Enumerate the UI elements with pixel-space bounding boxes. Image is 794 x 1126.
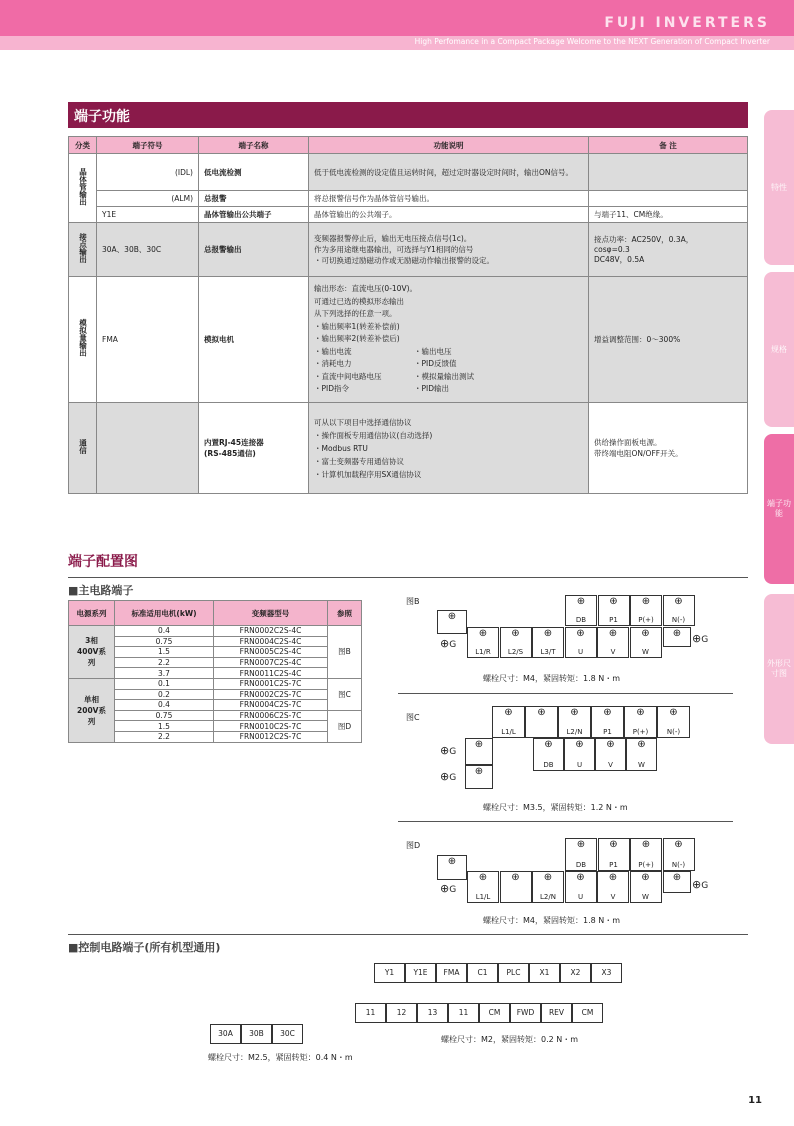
- fig-c-title: 图C: [406, 713, 420, 722]
- desc-item: ・PID输出: [414, 384, 450, 394]
- divider: [398, 693, 733, 694]
- terminal-ground-screw: [465, 765, 493, 789]
- cell-desc: [309, 223, 589, 277]
- terminal: [624, 706, 657, 738]
- control-terminal: X3: [591, 963, 622, 983]
- terminal-label: P(+): [638, 861, 654, 869]
- ground-label: G: [449, 773, 457, 783]
- control-terminal: CM: [572, 1003, 603, 1023]
- terminal-label: L2/N: [540, 893, 556, 901]
- model-cell: FRN0001C2S-7C: [214, 678, 328, 689]
- terminal: [595, 738, 626, 771]
- ground-terminal: [440, 744, 456, 757]
- terminal-label: N(-): [671, 861, 686, 869]
- desc-line: 输出形态：直流电压(0-10V)。: [314, 284, 418, 294]
- desc-line: ・操作面板专用通信协议(自动选择): [314, 430, 433, 440]
- cell-note: 与端子11、CM绝缘。: [589, 207, 748, 223]
- screw-icon: ⊕: [543, 628, 553, 639]
- screw-icon: ⊕: [576, 872, 585, 883]
- desc-line: 从下列选择的任意一项。: [314, 309, 397, 319]
- cell-sym: Y1E: [97, 207, 199, 223]
- terminal: [533, 738, 564, 771]
- model-cell: FRN0012C2S-7C: [214, 731, 328, 742]
- model-cell: FRN0004C2S-7C: [214, 700, 328, 711]
- desc-line: ・计算机加载程序用SX通信协议: [314, 469, 422, 479]
- screw-icon: ⊕: [478, 628, 488, 639]
- desc-line: [314, 346, 583, 359]
- th-model: 变频器型号: [214, 601, 328, 626]
- cell-name: [199, 403, 309, 494]
- fig-b-title: 图B: [406, 597, 420, 606]
- motor-kw-cell: 0.2: [115, 689, 214, 700]
- terminal: [663, 838, 695, 871]
- fig-d-title: 图D: [406, 841, 421, 850]
- screw-icon: ⊕: [543, 872, 553, 883]
- ctrl-spec-1: 螺栓尺寸：M2，紧固转矩：0.2 N・m: [441, 1035, 579, 1044]
- control-terminal: C1: [467, 963, 498, 983]
- terminal-label: U: [577, 648, 584, 656]
- screw-icon: ⊕: [447, 856, 457, 867]
- cell-name: 模拟电机: [199, 277, 309, 403]
- screw-icon: ⊕: [537, 707, 546, 718]
- desc-line: 可通过已选的模拟形态输出: [314, 296, 404, 306]
- header-bar: [0, 0, 794, 36]
- desc-line: [314, 371, 583, 384]
- screw-icon: ⊕: [478, 872, 488, 883]
- series-cell: 单相 200V系列: [69, 678, 115, 742]
- th-name: 端子名称: [199, 137, 309, 154]
- side-tab-terminals[interactable]: [764, 434, 794, 584]
- control-terminal: FMA: [436, 963, 467, 983]
- terminal-label: P1: [603, 728, 612, 736]
- terminal-ground-screw: [663, 871, 691, 893]
- terminal: [630, 871, 662, 903]
- ground-label: G: [449, 885, 457, 895]
- terminal-label: L1/R: [475, 648, 491, 656]
- terminal: [467, 627, 499, 658]
- terminal: [657, 706, 690, 738]
- desc-line: 可从以下项目中选择通信协议: [314, 417, 412, 427]
- cell-sym: (ALM): [97, 191, 199, 207]
- terminal: [532, 871, 564, 903]
- model-cell: FRN0002C2S-7C: [214, 689, 328, 700]
- note-line: 接点功率：AC250V，0.3A，: [594, 235, 694, 244]
- control-terminal: 30A: [210, 1024, 241, 1044]
- terminal-label: N(-): [666, 728, 681, 736]
- desc-line: ・输出频率1(转差补偿前): [314, 321, 400, 331]
- cell-note: [589, 191, 748, 207]
- ground-label: G: [701, 881, 709, 891]
- desc-line: ・富士变频器专用通信协议: [314, 456, 404, 466]
- screw-icon: ⊕: [440, 770, 450, 783]
- fig-b-spec: 螺栓尺寸：M4，紧固转矩：1.8 N・m: [483, 674, 621, 683]
- screw-icon: ⊕: [608, 628, 618, 639]
- th-category: 分类: [69, 137, 97, 154]
- motor-kw-cell: 0.75: [115, 636, 214, 647]
- screw-icon: ⊕: [672, 872, 682, 883]
- screw-icon: ⊕: [692, 878, 702, 891]
- tagline: High Perfomance in a Compact Package Welcome to the NEXT Generation of Compact Inverter: [414, 37, 770, 46]
- config-title: 端子配置图: [68, 554, 138, 570]
- cell-name: 总报警输出: [199, 223, 309, 277]
- divider: [398, 821, 733, 822]
- note-line: 供给操作面板电源。: [594, 438, 662, 447]
- desc-item: ・PID指令: [314, 384, 350, 394]
- terminal-label: N(-): [671, 616, 686, 624]
- control-terminal: CM: [479, 1003, 510, 1023]
- terminal: [630, 627, 662, 658]
- screw-icon: ⊕: [637, 739, 646, 750]
- screw-icon: ⊕: [474, 739, 484, 750]
- control-terminal: PLC: [498, 963, 529, 983]
- control-terminal: FWD: [510, 1003, 541, 1023]
- function-table: [68, 136, 748, 494]
- cell-desc: [309, 403, 589, 494]
- terminal: [500, 627, 532, 658]
- motor-kw-cell: 2.2: [115, 657, 214, 668]
- divider: [68, 934, 748, 935]
- terminal-label: W: [638, 761, 645, 769]
- motor-kw-cell: 2.2: [115, 731, 214, 742]
- screw-icon: ⊕: [672, 628, 682, 639]
- screw-icon: ⊕: [440, 882, 450, 895]
- note-line: 带终端电阻ON/OFF开关。: [594, 449, 683, 458]
- header-sub-bar: [0, 36, 794, 50]
- ctrl-spec-2: 螺栓尺寸：M2.5，紧固转矩：0.4 N・m: [208, 1053, 353, 1062]
- control-terminal: 30B: [241, 1024, 272, 1044]
- terminal-label: U: [576, 761, 583, 769]
- name-line: 内置RJ-45连接器: [204, 438, 264, 447]
- model-table-body: [69, 626, 362, 743]
- terminal-label: W: [642, 893, 649, 901]
- terminal: [492, 706, 525, 738]
- cat-contact: [69, 223, 97, 277]
- control-terminal: 30C: [272, 1024, 303, 1044]
- desc-line: [314, 383, 583, 396]
- control-terminal: Y1E: [405, 963, 436, 983]
- motor-kw-cell: 0.4: [115, 626, 214, 637]
- terminal-label: P(+): [632, 728, 649, 736]
- cell-desc: 晶体管输出的公共端子。: [309, 207, 589, 223]
- desc-item: ・模拟量输出测试: [414, 371, 474, 381]
- main-circuit-title: ■主电路端子: [68, 584, 134, 597]
- cell-desc: [309, 277, 589, 403]
- terminal: [565, 871, 597, 903]
- screw-icon: ⊕: [440, 637, 450, 650]
- ground-label: G: [449, 640, 457, 650]
- terminal-ground-screw: [465, 738, 493, 765]
- screw-icon: ⊕: [641, 596, 651, 607]
- terminal-label: V: [610, 893, 616, 901]
- terminal-label: U: [577, 893, 584, 901]
- terminal: [630, 595, 662, 626]
- terminal-label: DB: [575, 861, 587, 869]
- cell-note: [589, 223, 748, 277]
- cat-analog: [69, 277, 97, 403]
- table-row: [69, 626, 362, 637]
- terminal-label: L1/L: [475, 893, 491, 901]
- control-terminal: 11: [448, 1003, 479, 1023]
- brand-title: FUJI INVERTERS: [604, 15, 770, 31]
- terminal: [525, 706, 558, 738]
- model-cell: FRN0002C2S-4C: [214, 626, 328, 637]
- cell-name: 低电流检测: [199, 154, 309, 191]
- th-note: 备 注: [589, 137, 748, 154]
- terminal-label: P(+): [638, 616, 654, 624]
- series-cell: 3相 400V系列: [69, 626, 115, 679]
- fig-d-spec: 螺栓尺寸：M4，紧固转矩：1.8 N・m: [483, 916, 621, 925]
- model-table: [68, 600, 362, 743]
- screw-icon: ⊕: [570, 707, 579, 718]
- side-tab-specs[interactable]: [764, 272, 794, 427]
- cat-transistor: [69, 154, 97, 223]
- side-tab-label: 外形尺寸图: [767, 659, 791, 678]
- screw-icon: ⊕: [641, 872, 650, 883]
- control-circuit-title: ■控制电路端子(所有机型通用): [68, 941, 221, 954]
- screw-icon: ⊕: [609, 596, 618, 607]
- side-tab-features[interactable]: [764, 110, 794, 265]
- desc-item: ・输出电流: [314, 346, 352, 356]
- terminal: [630, 838, 662, 871]
- motor-kw-cell: 3.7: [115, 668, 214, 679]
- cell-name: 晶体管输出公共端子: [199, 207, 309, 223]
- terminal-label: L1/L: [501, 728, 516, 736]
- motor-kw-cell: 1.5: [115, 647, 214, 658]
- terminal-label: L3/T: [540, 648, 556, 656]
- terminal: [597, 871, 629, 903]
- screw-icon: ⊕: [608, 872, 618, 883]
- terminal: [598, 595, 630, 626]
- fig-c-spec: 螺栓尺寸：M3.5，紧固转矩：1.2 N・m: [483, 803, 628, 812]
- cat-analog-label: 模拟量输出: [78, 319, 88, 357]
- th-motor: 标准适用电机(kW): [115, 601, 214, 626]
- ground-terminal: [692, 878, 708, 891]
- model-cell: FRN0006C2S-7C: [214, 710, 328, 721]
- screw-icon: ⊕: [474, 766, 484, 777]
- side-tab-label: 规格: [771, 344, 787, 354]
- screw-icon: ⊕: [636, 707, 645, 718]
- motor-kw-cell: 0.1: [115, 678, 214, 689]
- screw-icon: ⊕: [575, 739, 584, 750]
- cell-desc: 低于低电流检测的设定值且运转时间，超过定时器设定时间时，输出ON信号。: [309, 154, 589, 191]
- ref-cell: 图B: [328, 626, 362, 679]
- cell-desc: 将总报警信号作为晶体管信号输出。: [309, 191, 589, 207]
- model-cell: FRN0004C2S-4C: [214, 636, 328, 647]
- cell-sym: (IDL): [97, 154, 199, 191]
- model-cell: FRN0010C2S-7C: [214, 721, 328, 732]
- section-title: 端子功能: [68, 102, 748, 128]
- name-line: (RS-485通信): [204, 449, 256, 458]
- ground-label: G: [449, 747, 457, 757]
- screw-icon: ⊕: [511, 872, 520, 883]
- terminal-label: DB: [575, 616, 587, 624]
- cat-transistor-label: 晶体管输出: [78, 167, 88, 206]
- screw-icon: ⊕: [692, 632, 702, 645]
- screw-icon: ⊕: [669, 707, 678, 718]
- model-cell: FRN0011C2S-4C: [214, 668, 328, 679]
- desc-line: 作为多用途继电器输出，可选择与Y1相同的信号: [314, 245, 474, 254]
- screw-icon: ⊕: [641, 839, 651, 850]
- control-terminal: X2: [560, 963, 591, 983]
- screw-icon: ⊕: [674, 596, 683, 607]
- control-terminal: REV: [541, 1003, 572, 1023]
- cat-comm: [69, 403, 97, 494]
- th-series: 电源系列: [69, 601, 115, 626]
- terminal: [558, 706, 591, 738]
- desc-line: ・可切换通过励磁动作或无励磁动作输出报警的设定。: [314, 256, 494, 265]
- terminal: [532, 627, 564, 658]
- terminal: [564, 738, 595, 771]
- motor-kw-cell: 0.75: [115, 710, 214, 721]
- terminal-label: V: [610, 648, 616, 656]
- ref-cell: 图C: [328, 678, 362, 710]
- note-line: DC48V，0.5A: [594, 255, 645, 264]
- note-line: cosφ=0.3: [594, 245, 630, 254]
- desc-item: ・消耗电力: [314, 359, 352, 369]
- desc-item: ・输出电压: [414, 346, 452, 356]
- terminal: [626, 738, 657, 771]
- cell-note: [589, 403, 748, 494]
- control-terminal: 11: [355, 1003, 386, 1023]
- motor-kw-cell: 1.5: [115, 721, 214, 732]
- control-terminal: X1: [529, 963, 560, 983]
- screw-icon: ⊕: [606, 739, 615, 750]
- cell-sym: FMA: [97, 277, 199, 403]
- ref-cell: 图D: [328, 710, 362, 742]
- screw-icon: ⊕: [576, 628, 585, 639]
- th-symbol: 端子符号: [97, 137, 199, 154]
- side-tab-label: 端子功能: [767, 499, 791, 518]
- screw-icon: ⊕: [544, 739, 553, 750]
- terminal: [663, 595, 695, 626]
- terminal-label: L2/N: [566, 728, 583, 736]
- ground-terminal: [692, 632, 708, 645]
- screw-icon: ⊕: [609, 839, 618, 850]
- terminal: [467, 871, 499, 903]
- cell-sym: [97, 403, 199, 494]
- page-number: 11: [748, 1095, 762, 1106]
- terminal-ground-screw: [663, 627, 691, 647]
- terminal-ground-screw: [437, 610, 467, 634]
- ground-terminal: [440, 770, 456, 783]
- terminal-ground-screw: [437, 855, 467, 880]
- terminal-label: DB: [543, 761, 554, 769]
- side-tab-dimensions[interactable]: [764, 594, 794, 744]
- cell-note: [589, 154, 748, 191]
- terminal-label: V: [608, 761, 613, 769]
- th-ref: 参照: [328, 601, 362, 626]
- terminal: [597, 627, 629, 658]
- screw-icon: ⊕: [603, 707, 612, 718]
- terminal-label: L2/S: [507, 648, 524, 656]
- screw-icon: ⊕: [447, 611, 457, 622]
- ground-terminal: [440, 882, 456, 895]
- control-terminal: 13: [417, 1003, 448, 1023]
- terminal: [591, 706, 624, 738]
- motor-kw-cell: 0.4: [115, 700, 214, 711]
- screw-icon: ⊕: [504, 707, 513, 718]
- terminal-label: W: [642, 648, 649, 656]
- cat-comm-label: 通信: [78, 439, 88, 454]
- ground-terminal: [440, 637, 456, 650]
- cell-note: 增益调整范围：0～300%: [589, 277, 748, 403]
- desc-item: ・直流中间电路电压: [314, 371, 382, 381]
- screw-icon: ⊕: [440, 744, 450, 757]
- cell-name: 总报警: [199, 191, 309, 207]
- th-desc: 功能说明: [309, 137, 589, 154]
- desc-line: 变频器报警停止后，输出无电压接点信号(1c)。: [314, 234, 472, 243]
- cat-contact-label: 接点输出: [78, 233, 88, 263]
- desc-item: ・PID反馈值: [414, 359, 457, 369]
- table-row: [69, 678, 362, 689]
- divider: [68, 577, 748, 578]
- screw-icon: ⊕: [674, 839, 683, 850]
- screw-icon: ⊕: [641, 628, 650, 639]
- desc-line: ・Modbus RTU: [314, 443, 368, 453]
- screw-icon: ⊕: [576, 596, 586, 607]
- terminal-label: P1: [609, 861, 618, 869]
- terminal-label: P1: [609, 616, 618, 624]
- model-cell: FRN0007C2S-4C: [214, 657, 328, 668]
- cell-sym: 30A、30B、30C: [97, 223, 199, 277]
- model-cell: FRN0005C2S-4C: [214, 647, 328, 658]
- side-tab-label: 特性: [771, 182, 787, 192]
- terminal: [565, 838, 597, 871]
- desc-line: [314, 358, 583, 371]
- terminal: [598, 838, 630, 871]
- terminal: [500, 871, 532, 903]
- screw-icon: ⊕: [511, 628, 520, 639]
- desc-line: ・输出频率2(转差补偿后): [314, 334, 400, 344]
- control-terminal: Y1: [374, 963, 405, 983]
- screw-icon: ⊕: [576, 839, 586, 850]
- terminal: [565, 595, 597, 626]
- terminal: [565, 627, 597, 658]
- control-terminal: 12: [386, 1003, 417, 1023]
- ground-label: G: [701, 635, 709, 645]
